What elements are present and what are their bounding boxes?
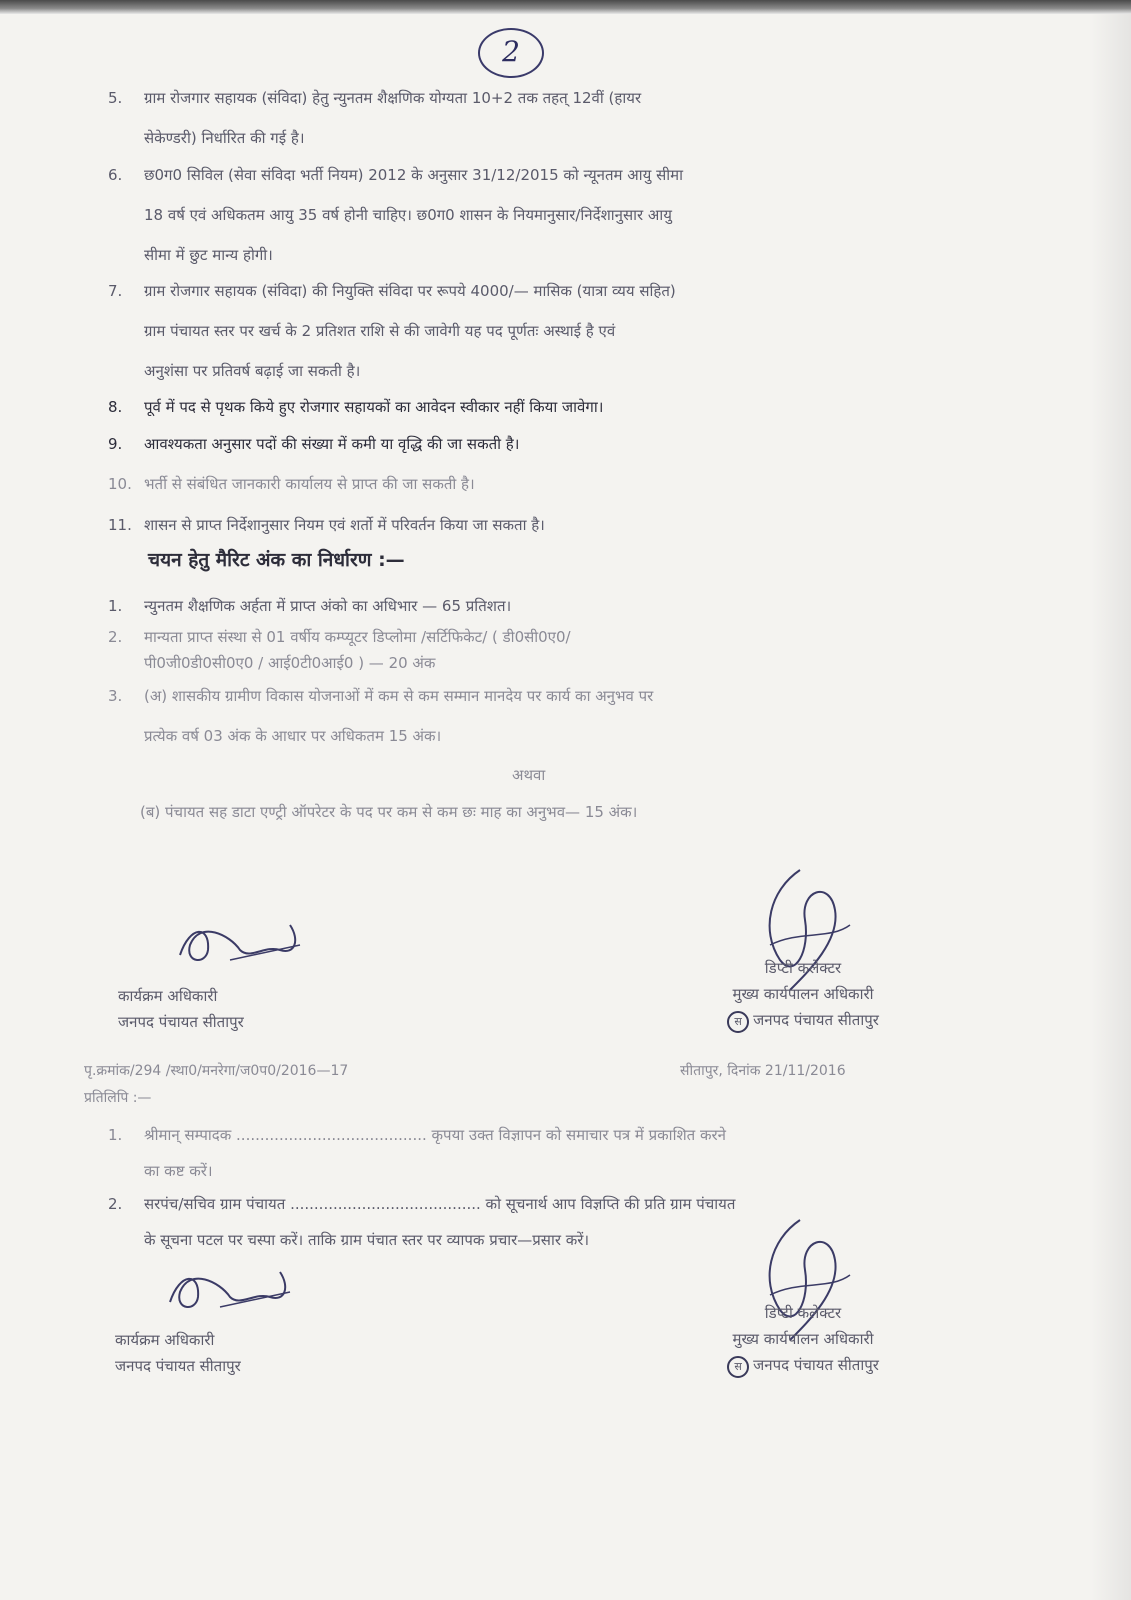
sig-right-2-text bbox=[688, 1300, 918, 1378]
option-b: (ब) पंचायत सह डाटा एण्ट्री ऑपरेटर के पद पर कम से कम छः माह का अनुभव— 15 अंक। bbox=[140, 803, 638, 821]
sig-title: मुख्य कार्यपालन अधिकारी bbox=[732, 985, 874, 1003]
sig-role: डिप्टी कलेक्टर bbox=[764, 959, 842, 977]
sig-right-1-text bbox=[688, 955, 918, 1033]
scan-right-edge bbox=[1091, 14, 1131, 1600]
copy-item-2: 2. सरपंच/सचिव ग्राम पंचायत ........................................ को सूचनार्थ आप विज्ञप्ति की प्रति ग्राम पंचायत के सूचना पटल पर चस्पा करें। ताकि ग्राम पंचात स्तर पर व्यापक प्रचार—प्रसार करें। bbox=[108, 1195, 736, 1249]
signature-scribble bbox=[170, 905, 310, 985]
signature-left-2 bbox=[160, 1252, 300, 1336]
sig-office: जनपद पंचायत सीतापुर bbox=[753, 1356, 879, 1374]
copy-label: प्रतिलिपि :— bbox=[84, 1090, 152, 1106]
signature-left-1 bbox=[170, 905, 310, 989]
sig-left-1-text bbox=[118, 983, 244, 1035]
athwa-label: अथवा bbox=[512, 766, 546, 784]
merit-item-1: 1. न्युनतम शैक्षणिक अर्हता में प्राप्त अंको का अधिभार — 65 प्रतिशत। bbox=[108, 597, 512, 615]
list-item-6: 6. छ0ग0 सिविल (सेवा संविदा भर्ती नियम) 2012 के अनुसार 31/12/2015 को न्यूनतम आयु सीमा 18 वर्ष एवं अधिकतम आयु 35 वर्ष होनी चाहिए। छ0ग0 शासन के नियमानुसार/निर्देशानुसार आयु सीमा में छुट मान्य होगी। bbox=[108, 166, 683, 264]
sig-left-2-text bbox=[115, 1327, 241, 1379]
merit-item-3: 3. (अ) शासकीय ग्रामीण विकास योजनाओं में कम से कम सम्मान मानदेय पर कार्य का अनुभव पर प्रत्येक वर्ष 03 अंक के आधार पर अधिकतम 15 अंक। bbox=[108, 687, 654, 745]
reference-date: सीतापुर, दिनांक 21/11/2016 bbox=[680, 1063, 846, 1079]
stamp-circle: स bbox=[727, 1011, 749, 1033]
sig-office: जनपद पंचायत सीतापुर bbox=[115, 1357, 241, 1375]
merit-heading: चयन हेतु मैरिट अंक का निर्धारण :— bbox=[148, 549, 405, 571]
sig-title: मुख्य कार्यपालन अधिकारी bbox=[732, 1330, 874, 1348]
sig-role: डिप्टी कलेक्टर bbox=[764, 1304, 842, 1322]
scan-top-edge bbox=[0, 0, 1131, 14]
sig-office: जनपद पंचायत सीतापुर bbox=[118, 1013, 244, 1031]
list-item-11: 11. शासन से प्राप्त निर्देशानुसार नियम एवं शर्तो में परिवर्तन किया जा सकता है। bbox=[108, 516, 545, 534]
stamp-circle: स bbox=[727, 1356, 749, 1378]
sig-title: कार्यक्रम अधिकारी bbox=[115, 1331, 215, 1349]
list-item-5: 5. ग्राम रोजगार सहायक (संविदा) हेतु न्युनतम शैक्षणिक योग्यता 10+2 तक तहत् 12वीं (हायर सेकेण्डरी) निर्धारित की गई है। bbox=[108, 89, 642, 147]
sig-office: जनपद पंचायत सीतापुर bbox=[753, 1011, 879, 1029]
sig-office-row bbox=[688, 1007, 918, 1033]
page-number: 2 bbox=[478, 28, 544, 78]
copy-item-1: 1. श्रीमान् सम्पादक ........................................ कृपया उक्त विज्ञापन को समाचार पत्र में प्रकाशित करने का कष्ट करें। bbox=[108, 1126, 726, 1180]
list-item-9: 9. आवश्यकता अनुसार पदों की संख्या में कमी या वृद्धि की जा सकती है। bbox=[108, 435, 520, 453]
list-item-7: 7. ग्राम रोजगार सहायक (संविदा) की नियुक्ति संविदा पर रूपये 4000/— मासिक (यात्रा व्यय सहित) ग्राम पंचायत स्तर पर खर्च के 2 प्रतिशत राशि से की जावेगी यह पद पूर्णतः अस्थाई है एवं अनुशंसा पर प्रतिवर्ष बढ़ाई जा सकती है। bbox=[108, 282, 676, 380]
signature-scribble bbox=[160, 1252, 300, 1332]
list-item-8: 8. पूर्व में पद से पृथक किये हुए रोजगार सहायकों का आवेदन स्वीकार नहीं किया जावेगा। bbox=[108, 398, 604, 416]
sig-title: कार्यक्रम अधिकारी bbox=[118, 987, 218, 1005]
merit-item-2: 2. मान्यता प्राप्त संस्था से 01 वर्षीय कम्प्यूटर डिप्लोमा /सर्टिफिकेट/ ( डी0सी0ए0/ पी0जी0डी0सी0ए0 / आई0टी0आई0 ) — 20 अंक bbox=[108, 628, 571, 672]
reference-number: पृ.क्रमांक/294 /स्था0/मनरेगा/ज0प0/2016—17 bbox=[84, 1063, 349, 1079]
sig-office-row bbox=[688, 1352, 918, 1378]
list-item-10: 10. भर्ती से संबंधित जानकारी कार्यालय से प्राप्त की जा सकती है। bbox=[108, 475, 475, 493]
